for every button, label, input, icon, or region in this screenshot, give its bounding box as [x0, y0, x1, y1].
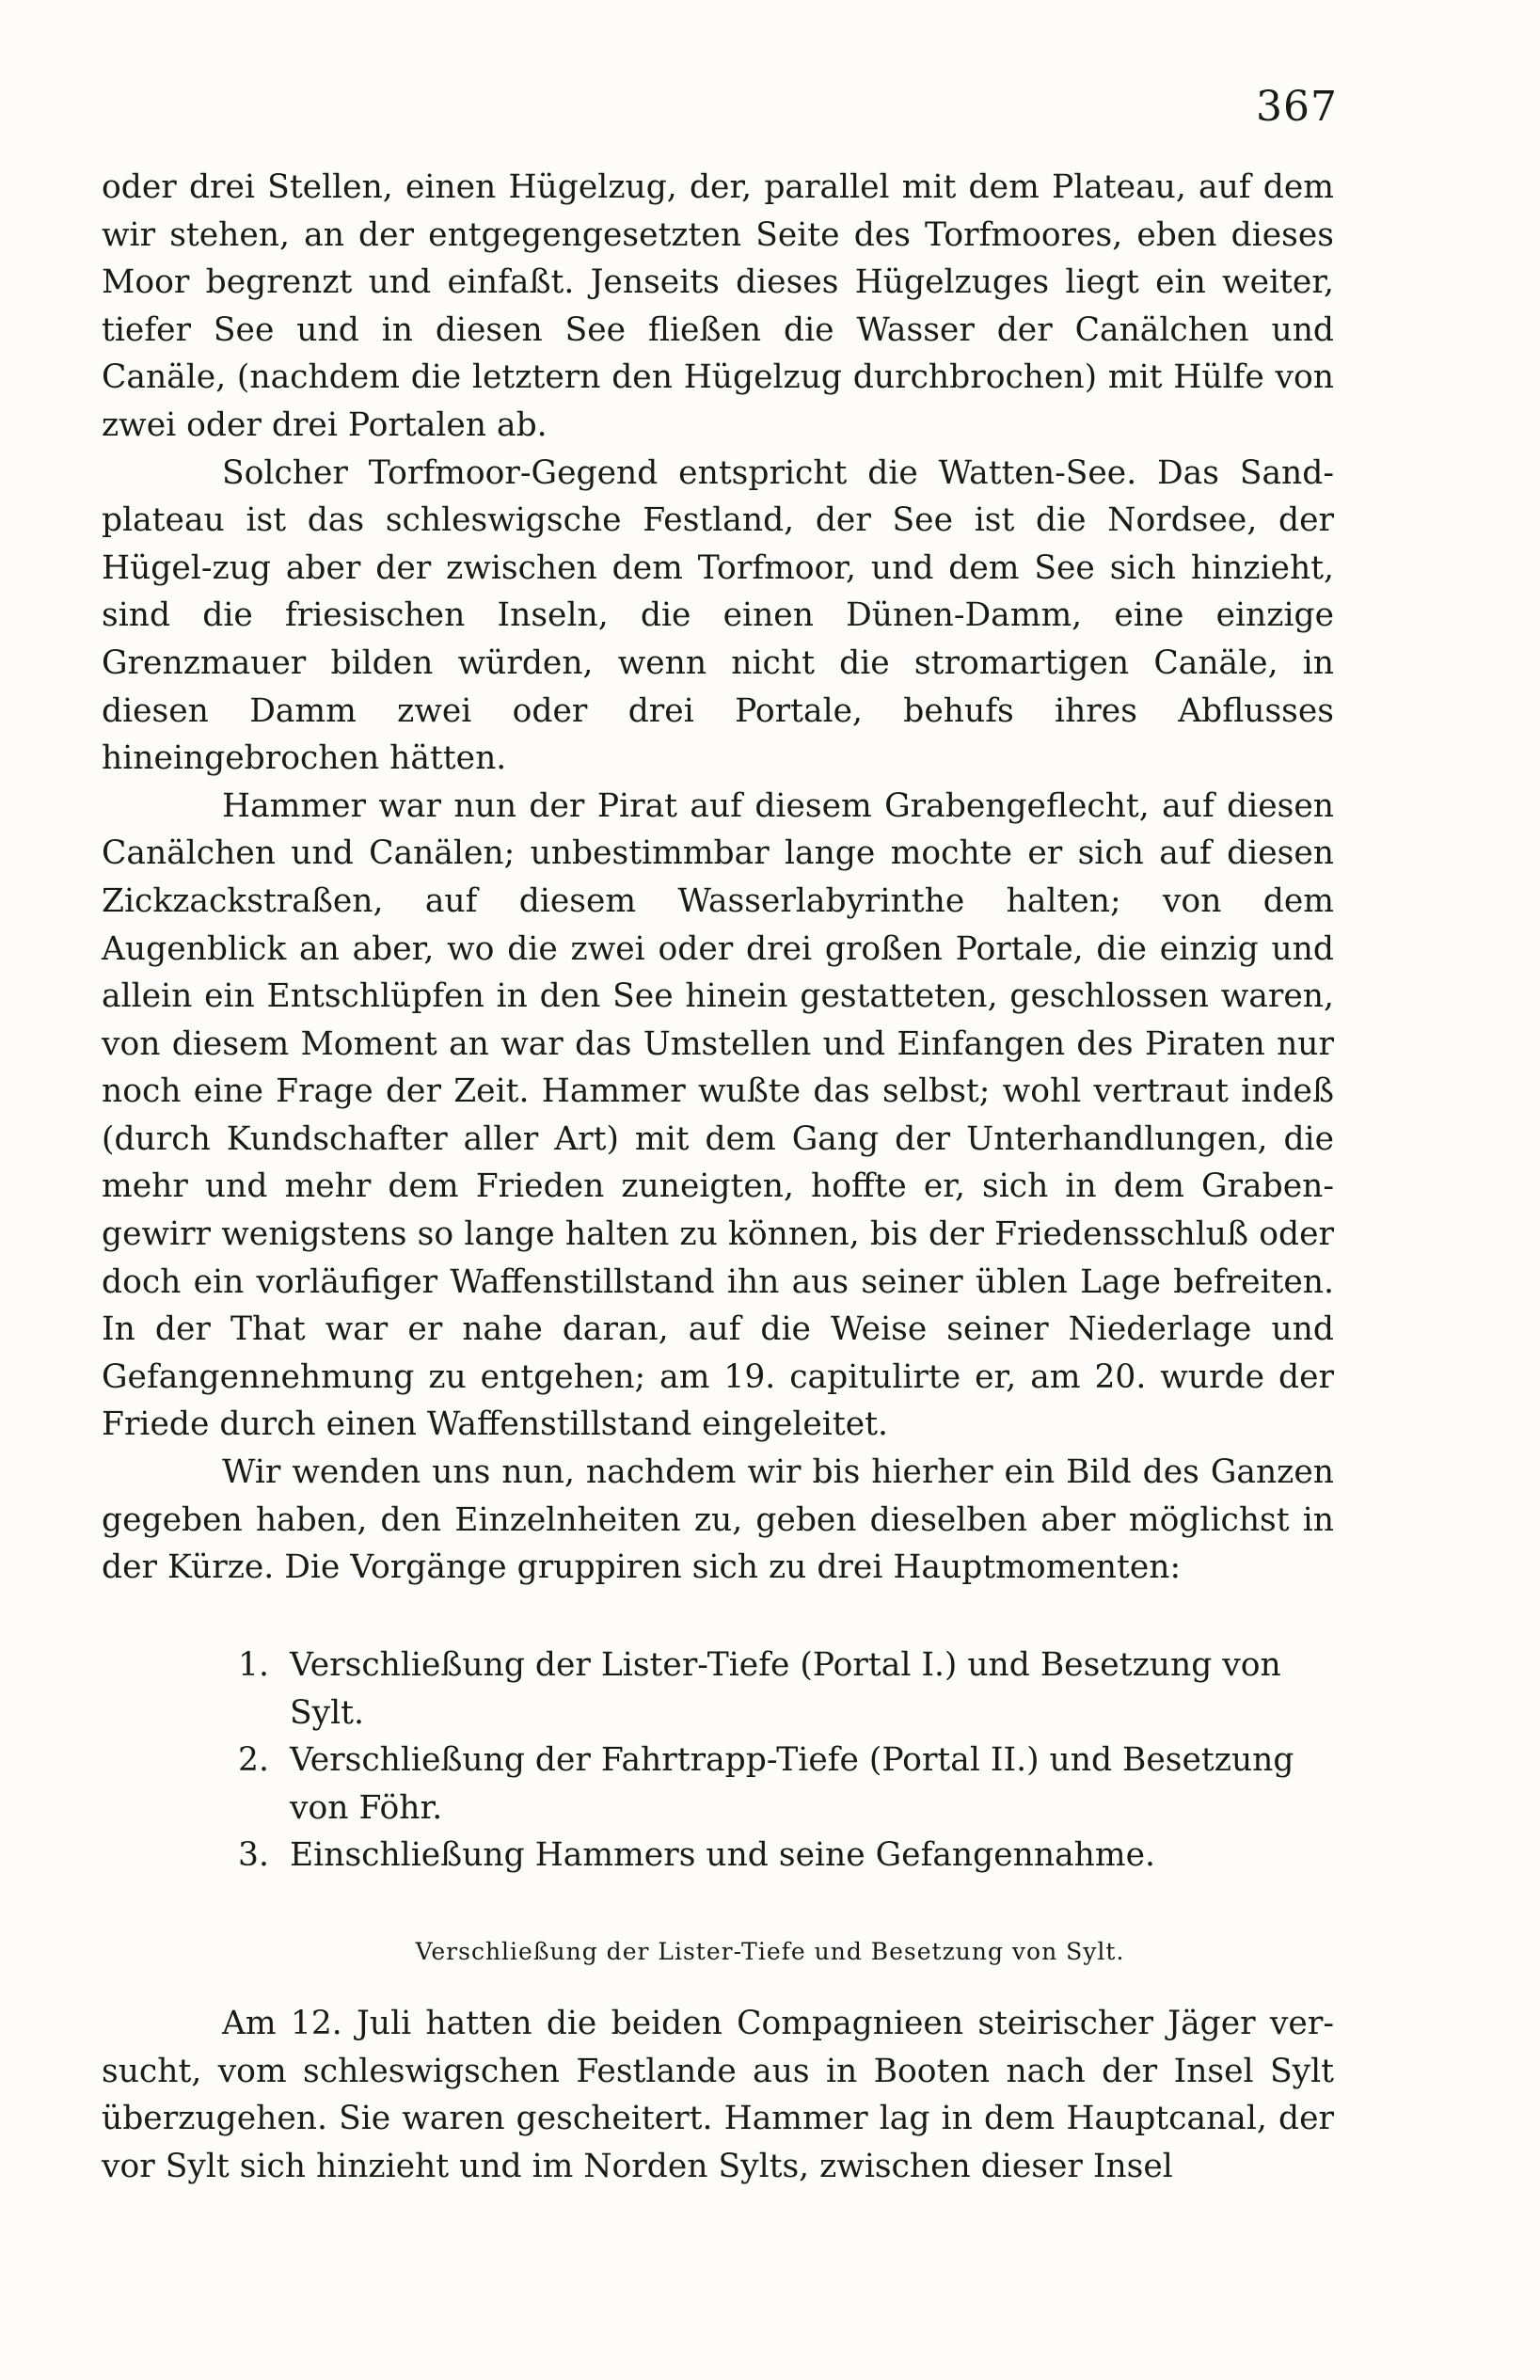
list-item	[102, 1737, 1334, 1832]
list-item-number: 1.	[238, 1646, 269, 1684]
paragraph-2: Solcher Torfmoor-Gegend entspricht die Watten-See. Das Sand-plateau ist das schleswigsche Festland, der See ist die Nordsee, der Hügel-zug aber der zwischen dem Torfmoor, und dem See sich hinzieht, sind die friesischen Inseln, die einen Dünen-Damm, eine einzige Grenzmauer bilden würden, wenn nicht die stromartigen Canäle, in diesen Damm zwei oder drei Portale, behufs ihres Abflusses hineingebrochen hätten.	[102, 453, 1334, 778]
section-heading: Verschließung der Lister-Tiefe und Besetzung von Sylt.	[415, 1938, 1125, 1965]
page-number: 367	[1256, 83, 1338, 131]
main-moments-list	[102, 1642, 1334, 1880]
list-item	[102, 1642, 1334, 1737]
list-item-text: Einschließung Hammers und seine Gefangennahme.	[290, 1836, 1155, 1875]
body-text	[102, 164, 1334, 1592]
paragraph-1: oder drei Stellen, einen Hügelzug, der, parallel mit dem Plateau, auf dem wir stehen, an der entgegengesetzten Seite des Torfmoores, eben dieses Moor begrenzt und einfaßt. Jenseits dieses Hügelzuges liegt ein weiter, tiefer See und in diesen See fließen die Wasser der Canälchen und Canäle, (nachdem die letztern den Hügelzug durchbrochen) mit Hülfe von zwei oder drei Portalen ab.	[102, 168, 1334, 444]
paragraph-4: Wir wenden uns nun, nachdem wir bis hierher ein Bild des Ganzen gegeben haben, den Einzelnheiten zu, geben dieselben aber möglichst in der Kürze. Die Vorgänge gruppiren sich zu drei Hauptmomenten:	[102, 1453, 1334, 1587]
section-body-text	[102, 2000, 1334, 2190]
list-item-text: Verschließung der Lister-Tiefe (Portal I.) und Besetzung von Sylt.	[290, 1646, 1281, 1732]
paragraph-5: Am 12. Juli hatten die beiden Compagnieen steirischer Jäger ver-sucht, vom schleswigschen Festlande aus in Booten nach der Insel Sylt überzugehen. Sie waren gescheitert. Hammer lag in dem Hauptcanal, der vor Sylt sich hinzieht und im Norden Sylts, zwischen dieser Insel	[102, 2005, 1334, 2185]
list-item-number: 3.	[238, 1836, 269, 1875]
list-item-text: Verschließung der Fahrtrapp-Tiefe (Portal II.) und Besetzung von Föhr.	[290, 1741, 1294, 1827]
list-item-number: 2.	[238, 1741, 269, 1780]
paragraph-3: Hammer war nun der Pirat auf diesem Grabengeflecht, auf diesen Canälchen und Canälen; unbestimmbar lange mochte er sich auf diesen Zickzackstraßen, auf diesem Wasserlabyrinthe halten; von dem Augenblick an aber, wo die zwei oder drei großen Portale, die einzig und allein ein Entschlüpfen in den See hinein gestatteten, geschlossen waren, von diesem Moment an war das Umstellen und Einfangen des Piraten nur noch eine Frage der Zeit. Hammer wußte das selbst; wohl vertraut indeß (durch Kundschafter aller Art) mit dem Gang der Unterhandlungen, die mehr und mehr dem Frieden zuneigten, hoffte er, sich in dem Graben-gewirr wenigstens so lange halten zu können, bis der Friedensschluß oder doch ein vorläufiger Waffenstillstand ihn aus seiner üblen Lage befreiten. In der That war er nahe daran, auf die Weise seiner Niederlage und Gefangennehmung zu entgehen; am 19. capitulirte er, am 20. wurde der Friede durch einen Waffenstillstand eingeleitet.	[102, 786, 1334, 1444]
list-item	[102, 1832, 1334, 1880]
